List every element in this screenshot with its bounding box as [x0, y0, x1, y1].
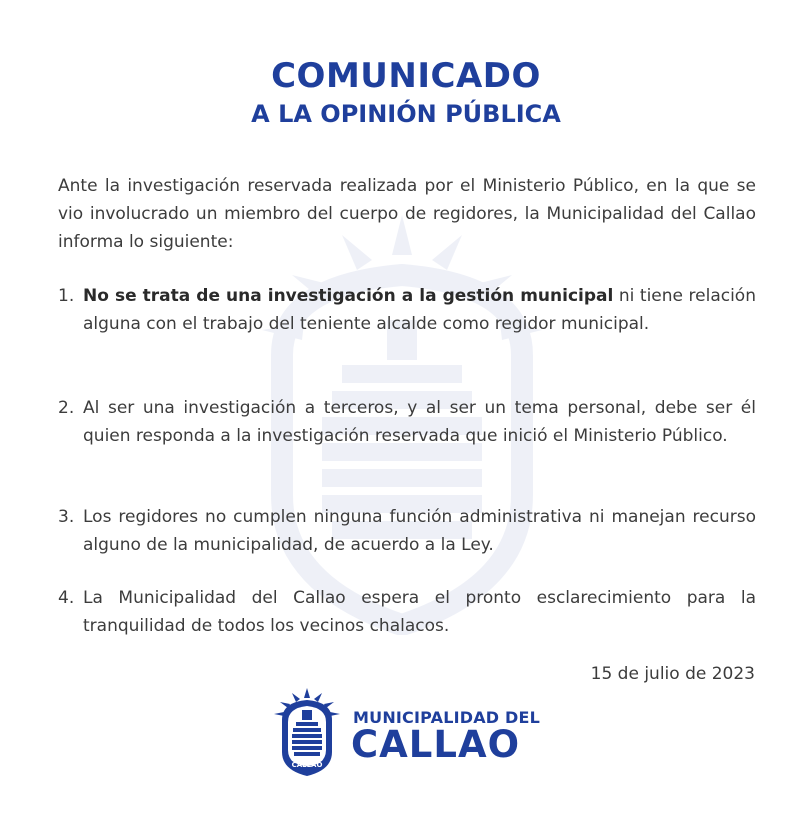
- list-item-number: 2.: [58, 398, 75, 418]
- list-item: [58, 584, 756, 640]
- list-item-rest: ni tiene relación alguna con el trabajo del teniente alcalde como regidor municipal.: [83, 286, 756, 334]
- emblem-label: CALLAO: [291, 761, 323, 769]
- list-item: [58, 394, 756, 450]
- brand-name-main: CALLAO: [351, 723, 521, 766]
- intro-paragraph: Ante la investigación reservada realizada por el Ministerio Público, en la que se vio involucrado un miembro del cuerpo de regidores, la Municipalidad del Callao informa lo siguiente:: [58, 176, 756, 252]
- list-item: [58, 503, 756, 559]
- brand-name-top: MUNICIPALIDAD DEL: [353, 708, 541, 727]
- list-item-text: Los regidores no cumplen ninguna función administrativa ni manejan recurso alguno de la municipalidad, de acuerdo a la Ley.: [83, 507, 756, 555]
- list-item-number: 3.: [58, 507, 75, 527]
- list-item-text: [83, 282, 756, 338]
- list-item-emphasis: No se trata de una investigación a la gestión municipal: [83, 286, 614, 306]
- document-date: 15 de julio de 2023: [590, 664, 755, 684]
- list-item-number: 1.: [58, 286, 75, 306]
- page-subtitle: A LA OPINIÓN PÚBLICA: [251, 100, 561, 128]
- list-item-text: Al ser una investigación a terceros, y al ser un tema personal, debe ser él quien responda a la investigación reservada que inició el Ministerio Público.: [83, 398, 756, 446]
- list-item: [58, 282, 756, 338]
- page-title: COMUNICADO: [271, 56, 541, 96]
- list-item-text: La Municipalidad del Callao espera el pronto esclarecimiento para la tranquilidad de todos los vecinos chalacos.: [83, 588, 756, 636]
- list-item-number: 4.: [58, 588, 75, 608]
- callao-coat-of-arms-icon: [272, 688, 342, 776]
